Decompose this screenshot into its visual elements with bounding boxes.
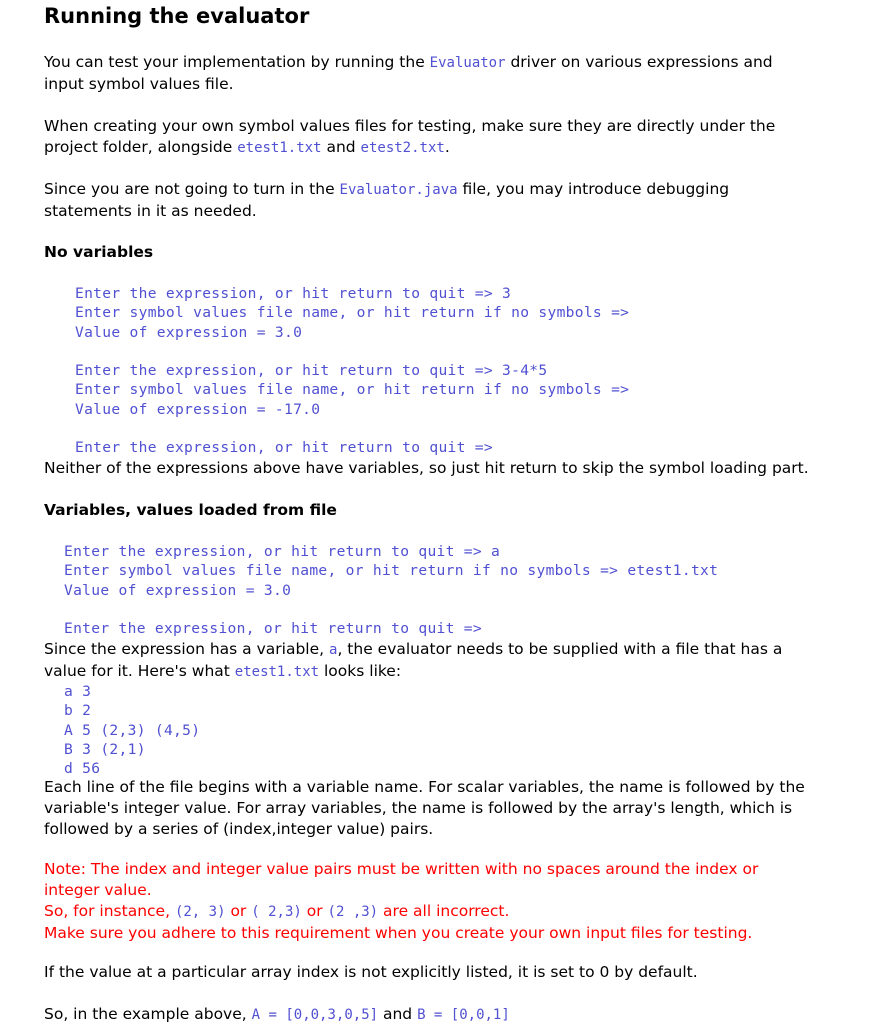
console-block-3: Enter the expression, or hit return to quit => bbox=[75, 439, 493, 456]
text: When creating your own symbol values files for testing, make sure they are directly under the bbox=[44, 117, 776, 135]
file-line: A 5 (2,3) (4,5) bbox=[64, 721, 201, 739]
text: statements in it as needed. bbox=[44, 202, 257, 220]
console-line: Enter the expression, or hit return to quit => a bbox=[64, 543, 501, 560]
file-line: a 3 bbox=[64, 683, 92, 700]
text: and bbox=[321, 138, 361, 156]
console-line: Enter the expression, or hit return to quit => 3-4*5 bbox=[75, 362, 548, 379]
console-line: Value of expression = 3.0 bbox=[75, 323, 303, 341]
neither-paragraph: Neither of the expressions above have variables, so just hit return to skip the symbol loading part. bbox=[44, 459, 809, 477]
console-block-2 bbox=[75, 361, 629, 419]
code-example-2: ( 2,3) bbox=[251, 904, 302, 920]
since-paragraph bbox=[44, 639, 782, 683]
each-line-paragraph bbox=[44, 777, 805, 840]
text: So, for instance, bbox=[44, 902, 175, 920]
text: value for it. Here's what bbox=[44, 662, 235, 680]
heading-no-variables: No variables bbox=[44, 243, 154, 261]
text: file, you may introduce debugging bbox=[457, 180, 730, 198]
text: input symbol values file. bbox=[44, 75, 234, 93]
code-etest2: etest2.txt bbox=[360, 140, 445, 156]
text: Since you are not going to turn in the bbox=[44, 180, 340, 198]
text: So, in the example above, bbox=[44, 1005, 252, 1023]
console-block-4 bbox=[64, 542, 718, 600]
file-line: b 2 bbox=[64, 702, 92, 720]
code-etest1: etest1.txt bbox=[234, 664, 320, 680]
console-block-1 bbox=[75, 284, 629, 342]
code-evaluator-java: Evaluator.java bbox=[339, 182, 458, 198]
page-title: Running the evaluator bbox=[44, 4, 310, 28]
text: or bbox=[301, 902, 328, 920]
intro-paragraph bbox=[44, 52, 773, 95]
text: integer value. bbox=[44, 881, 152, 899]
text: looks like: bbox=[319, 662, 402, 680]
text: . bbox=[444, 138, 450, 156]
file-contents-block bbox=[64, 682, 200, 778]
console-line: Value of expression = -17.0 bbox=[75, 400, 321, 418]
text: Each line of the file begins with a variable name. For scalar variables, the name is followed by the bbox=[44, 778, 805, 796]
code-etest1: etest1.txt bbox=[237, 140, 322, 156]
text: and bbox=[378, 1005, 418, 1023]
text: are all incorrect. bbox=[378, 902, 510, 920]
text: Note: The index and integer value pairs must be written with no spaces around the index or bbox=[44, 860, 759, 878]
text: Make sure you adhere to this requirement when you create your own input files for testing. bbox=[44, 924, 753, 942]
text: driver on various expressions and bbox=[505, 53, 773, 71]
text: followed by a series of (index,integer value) pairs. bbox=[44, 820, 434, 838]
note-paragraph bbox=[44, 859, 758, 944]
code-array-b: B = [0,0,1] bbox=[417, 1007, 510, 1023]
example-arrays-paragraph bbox=[44, 1004, 510, 1026]
text: Since the expression has a variable, bbox=[44, 640, 329, 658]
code-evaluator: Evaluator bbox=[429, 55, 506, 71]
default-paragraph: If the value at a particular array index is not explicitly listed, it is set to 0 by default. bbox=[44, 963, 698, 981]
code-example-1: (2, 3) bbox=[174, 904, 226, 920]
console-line: Enter symbol values file name, or hit return if no symbols => etest1.txt bbox=[64, 562, 719, 580]
code-example-3: (2 ,3) bbox=[327, 904, 379, 920]
console-line: Value of expression = 3.0 bbox=[64, 581, 292, 599]
file-line: d 56 bbox=[64, 760, 101, 778]
console-line: Enter symbol values file name, or hit return if no symbols => bbox=[75, 381, 630, 399]
text: or bbox=[225, 902, 252, 920]
code-a: a bbox=[329, 642, 338, 658]
heading-variables-from-file: Variables, values loaded from file bbox=[44, 501, 337, 519]
symbol-files-paragraph bbox=[44, 116, 775, 159]
console-line: Enter symbol values file name, or hit return if no symbols => bbox=[75, 304, 630, 322]
file-line: B 3 (2,1) bbox=[64, 740, 146, 758]
text: project folder, alongside bbox=[44, 138, 238, 156]
code-array-a: A = [0,0,3,0,5] bbox=[251, 1007, 379, 1023]
console-line: Enter the expression, or hit return to quit => 3 bbox=[75, 285, 512, 302]
debugging-paragraph bbox=[44, 179, 729, 222]
text: , the evaluator needs to be supplied with a file that has a bbox=[337, 640, 783, 658]
text: variable's integer value. For array variables, the name is followed by the array's length, which is bbox=[44, 799, 793, 817]
text: You can test your implementation by running the bbox=[44, 53, 430, 71]
console-block-5: Enter the expression, or hit return to quit => bbox=[64, 620, 482, 637]
